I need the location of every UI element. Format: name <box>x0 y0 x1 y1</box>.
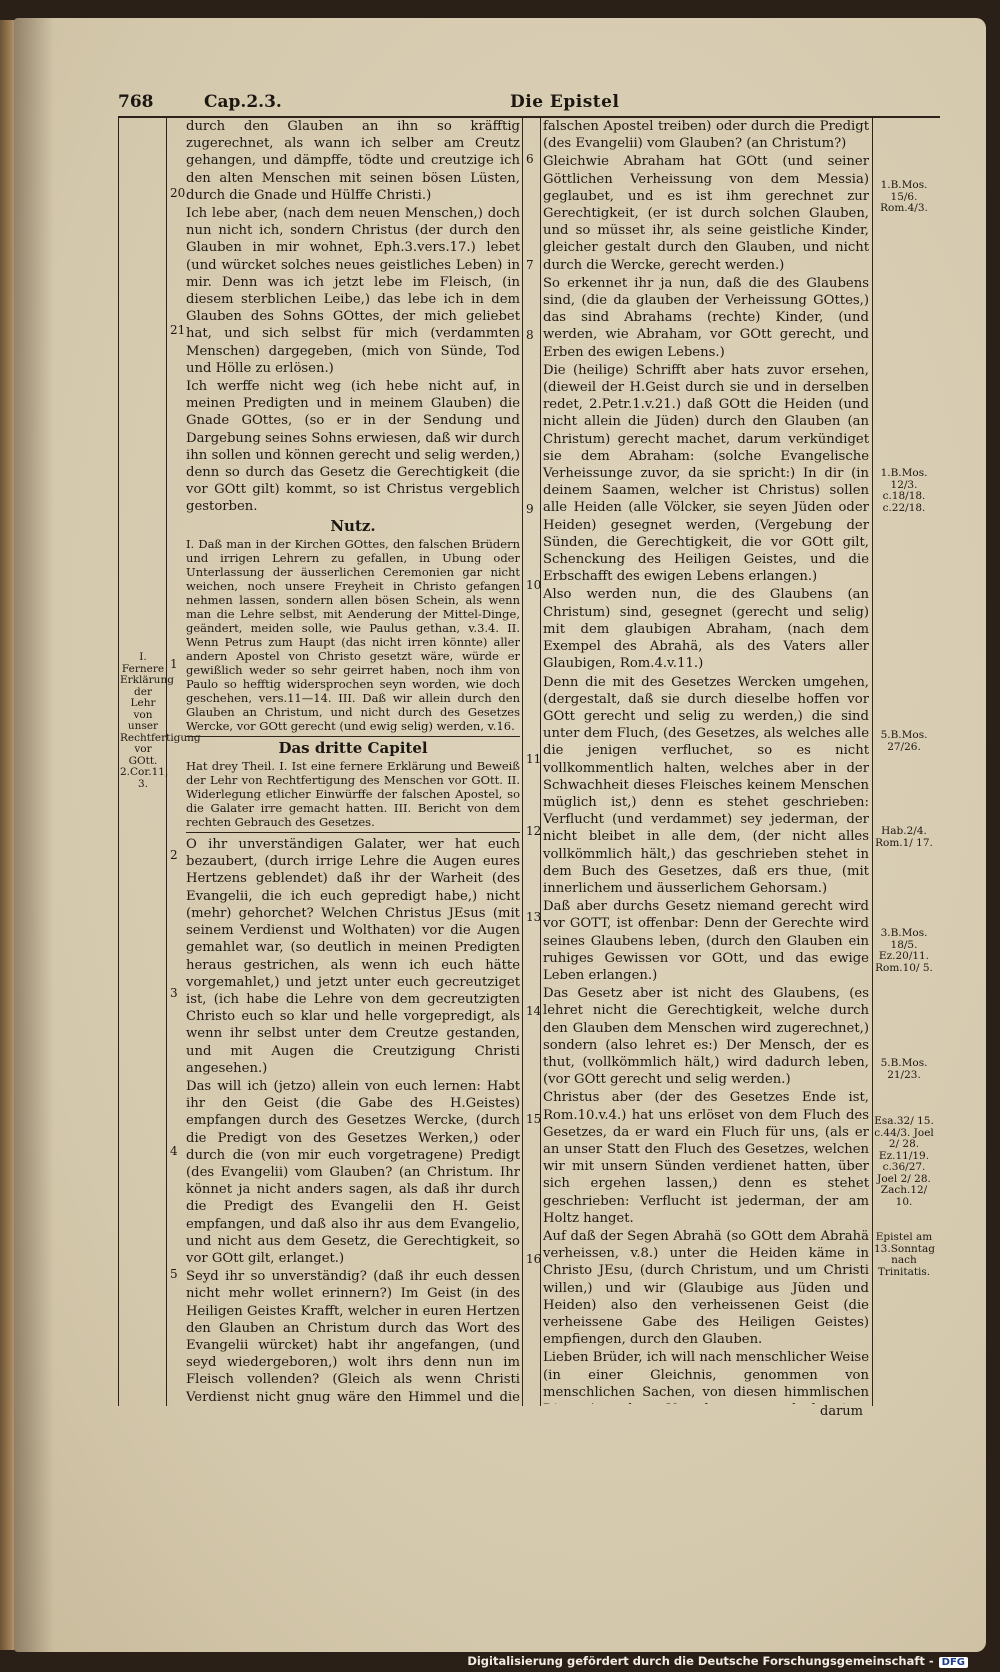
paragraph: Also werden nun, die des Glaubens (an Christum) sind, gesegnet (gerecht und selig) mit dem glaubigen Abraham, (nach dem Exempel des Abrahä, als des Vaters aller Glaubigen, Rom.4.v.11.) <box>543 587 869 672</box>
verse-number: 7 <box>526 258 534 272</box>
chapter-heading: Das dritte Capitel <box>278 738 428 757</box>
right-margin-note: Esa.32/ 15. c.44/3. Joel 2/ 28. Ez.11/19. c.36/27. Joel 2/ 28. Zach.12/ 10. <box>874 1115 934 1208</box>
paragraph: Das will ich (jetzo) allein von euch lernen: Habt ihr den Geist (die Gabe des H.Geistes) empfangen durch des Gesetzes Wercke, (durch die Predigt von des Gesetzes Werken,) oder durch die (von mir euch vorgetragene) Predigt (des Evangelii) vom Glauben? (an Christum. Ihr könnet ja nicht anders sagen, als daß ihr durch die Predigt des Evangelii den H. Geist empfangen, und daß also ihr aus dem Evangelio, und nicht aus dem Gesetz, die Gerechtigkeit, so vor GOtt gilt, erlanget.) <box>186 1078 520 1266</box>
paragraph: Christus aber (der des Gesetzes Ende ist, Rom.10.v.4.) hat uns erlöset von dem Fluch des Gesetzes, da er ward ein Fluch für uns, (als er an unser Statt den Fluch des Gesetzes, welchen wir mit unsern Sünden verdienet hatten, über sich ergehen lassen,) denn es stehet geschrieben: Verflucht ist jederman, der am Holtz hanget. <box>543 1090 869 1226</box>
center-rule-left <box>522 116 523 1406</box>
nutz-text: I. Daß man in der Kirchen GOttes, den falschen Brüdern und irrigen Lehrern zu gefallen, in Ubung oder Unterlassung der äusserlichen Ceremonien gar nicht weichen, noch unsere Freyheit in Christo gefangen nehmen lassen, sondern allen bösen Schein, als wenn man die Lehre selbst, mit Aenderung der Mittel-Dinge, geändert, meiden solle, wie Paulus gethan, v.3.4. II. Wenn Petrus zum Haupt (das nicht irren könnte) aller andern Apostel von Christo gesetzt wäre, würde er gewißlich weder so sehr geirret haben, noch ihm von Paulo so hefftig widersprochen seyn worden, wie doch geschehen, vers.11—14. III. Daß wir allein durch den Glauben an Christum, und nicht durch des Gesetzes Wercke, vor GOtt gerecht (und ewig selig) werden, v.16. <box>186 536 520 733</box>
nutz-heading: Nutz. <box>330 516 376 535</box>
chapter-summary: Hat drey Theil. I. Ist eine fernere Erklärung und Beweiß der Lehr von Rechtfertigung des Menschen vor GOtt. II. Widerlegung etlicher Einwürffe der falschen Apostel, so die Galater irre gemacht hatten. III. Bericht von dem rechten Gebrauch des Gesetzes. <box>186 759 520 830</box>
verse-number: 6 <box>526 152 534 166</box>
paragraph: Denn die mit des Gesetzes Wercken umgehen, (dergestalt, daß sie durch dieselbe hoffen vor GOtt gerecht und selig zu werden,) die sind unter dem Fluch, (des Gesetzes, als welches alle die jenigen verfluchet, so es nicht vollkommentlich halten, welches aber in der Schwachheit dieses Fleisches keinem Menschen müglich ist,) denn es stehet geschrieben: Verflucht (und verdammet) sey jederman, der nicht bleibet in alle dem, (der nicht alles vollkömmlich hält,) das geschrieben stehet in dem Buch des Gesetzes, daß ers thue, (mit innerlichem und äusserlichem Gehorsam.) <box>543 674 869 896</box>
left-margin-rule <box>118 116 119 1406</box>
gutter-shadow <box>14 18 54 1652</box>
right-margin-note: 1.B.Mos. 12/3. c.18/18. c.22/18. <box>880 467 928 514</box>
right-text-column <box>543 118 869 1404</box>
paragraph: falschen Apostel treiben) oder durch die Predigt (des Evangelii) vom Glauben? (an Christum?) <box>543 119 869 152</box>
right-margin-note: 3.B.Mos. 18/5. Ez.20/11. Rom.10/ 5. <box>875 927 933 974</box>
verse-number: 20 <box>170 186 186 200</box>
digitization-credit <box>467 1654 968 1668</box>
verse-number: 12 <box>526 824 542 838</box>
verse-number: 9 <box>526 502 534 516</box>
right-margin-note: Hab.2/4. Rom.1/ 17. <box>875 825 933 849</box>
right-margin-note: Epistel am 13.Sonntag nach Trinitatis. <box>874 1231 935 1278</box>
paragraph: So erkennet ihr ja nun, daß die des Glaubens sind, (die da glauben der Verheissung GOttes,) das sind Abrahams (rechte) Kinder, (und werden, wie Abraham, vor GOtt gerecht, und Erben des ewigen Lebens.) <box>543 275 869 360</box>
paragraph: Gleichwie Abraham hat GOtt (und seiner Göttlichen Verheissung von dem Messia) geglaubet, und es ist ihm gerechnet zur Gerechtigkeit, (er ist durch solchen Glauben, und so müsset ihr, als seine geistliche Kinder, gleicher gestalt durch den Glauben, und nicht durch die Wercke, gerecht werden.) <box>543 154 869 273</box>
page-number: 768 <box>118 92 154 112</box>
chapter-divider <box>186 736 520 737</box>
catchword: darum <box>820 1404 863 1419</box>
verse-number: 13 <box>526 910 542 924</box>
paragraph: Seyd ihr so unverständig? (daß ihr euch dessen nicht mehr wollet erinnern?) Im Geist (in des Heiligen Geistes Krafft, welcher in euren Hertzen den Glauben an Christum durch das Wort des Evangelii würcket) habt ihr angefangen, (und seyd wiedergeboren,) wolt ihrs denn nun im Fleisch vollenden? (Gleich als wenn Christi Verdienst nicht gnug wäre den Himmel und die <box>186 1269 520 1404</box>
left-verse-rule <box>166 116 167 1406</box>
verse-number: 1 <box>170 657 178 671</box>
paragraph: Lieben Brüder, ich will nach menschlicher Weise (in einer Gleichnis, genommen von menschlichen Sachen, von diesen himmlischen <box>543 1350 869 1400</box>
verse-number: 16 <box>526 1252 542 1266</box>
right-margin-note: 1.B.Mos. 15/6. Rom.4/3. <box>880 179 928 214</box>
paragraph: Auf daß der Segen Abrahä (so GOtt dem Abrahä verheissen, v.8.) unter die Heiden käme in Christo JEsu, (durch Christum, und um Christi willen,) und wir (Glaubige aus Jüden und Heiden) also den verheissenen Geist (die verheissene Gabe des Heiligen Geistes) empfiengen, durch den Glauben. <box>543 1229 869 1348</box>
verse-number: 14 <box>526 1004 542 1018</box>
verse-number: 15 <box>526 1112 542 1126</box>
right-margin-rule <box>872 116 873 1406</box>
verse-number: 3 <box>170 986 178 1000</box>
verse-number: 21 <box>170 323 186 337</box>
summary-divider <box>186 832 520 833</box>
paragraph: Das Gesetz aber ist nicht des Glaubens, (es lehret nicht die Gerechtigkeit, welche durch den Glauben dem Menschen wird zugerechnet,) sondern (also lehret es:) Der Mensch, der es thut, (vollkömmlich hält,) wird dadurch leben, (vor GOtt gerecht und selig werden.) <box>543 986 869 1088</box>
paragraph: O ihr unverständigen Galater, wer hat euch bezaubert, (durch irrige Lehre die Augen eures Hertzens geblendet) daß ihr der Warheit (des Evangelii, die ich euch gepredigt habe,) nicht (mehr) gehorchet? Welchen Christus JEsus (mit seinem Verdienst und Wolthaten) vor die Augen gemahlet war, (so deutlich in meinen Predigten heraus gestrichen, als wenn ich euch hätte vorgemahlet,) und jetzt unter euch gecreutziget ist, (ich habe die Lehre von dem gecreutzigten Christo euch so klar und helle vorgepredigt, als wenn ihr selbst unter dem Creutze gestanden, und mit Augen die Creutzigung Christi angesehen.) <box>186 837 520 1076</box>
left-text-column <box>186 118 520 1404</box>
verse-number: 4 <box>170 1144 178 1158</box>
right-margin-note: 5.B.Mos. 21/23. <box>880 1057 928 1081</box>
paragraph: durch den Glauben an ihn so kräfftig zugerechnet, als wann ich selber am Creutz gehangen, und dämpffe, tödte und creutzige ich den alten Menschen mit seinen bösen Lüsten, durch die Gnade und Hülffe Christi.) <box>186 119 520 203</box>
verse-number: 11 <box>526 752 542 766</box>
dfg-logo: DFG <box>939 1657 968 1668</box>
chapter-reference: Cap.2.3. <box>204 92 282 112</box>
verse-number: 8 <box>526 328 534 342</box>
paragraph: Daß aber durchs Gesetz niemand gerecht wird vor GOTT, ist offenbar: Denn der Gerechte wird seines Glaubens leben, (durch den Glauben ein ruhiges Gewissen vor GOtt, und das ewige Leben erlangen.) <box>543 899 869 983</box>
verse-number: 2 <box>170 848 178 862</box>
paragraph: Ich lebe aber, (nach dem neuen Menschen,) doch nun nicht ich, sondern Christus (der durch den Glauben in mir wohnet, Eph.3.vers.17.) lebet (und würcket solches neues geistliches Leben) in mir. Denn was ich jetzt lebe im Fleisch, (in diesem sterblichen Leibe,) das lebe ich in dem Glauben des Sohns GOttes, der mich geliebet hat, und sich selbst für mich (verdammten Menschen) dargegeben, (mich von Sünde, Tod und Hölle zu erlösen.) <box>186 206 520 376</box>
verse-number: 10 <box>526 578 542 592</box>
verse-number: 5 <box>170 1267 178 1281</box>
paragraph: Ich werffe nicht weg (ich hebe nicht auf, in meinen Predigten und in meinem Glauben) die Gnade GOttes, (so er in der Sendung und Dargebung seines Sohns erwiesen, daß wir durch ihn sollen und können gerecht und selig werden,) denn so durch das Gesetz die Gerechtigkeit (die vor GOtt gilt) kommt, so ist Christus vergeblich gestorben. <box>186 379 520 515</box>
paragraph: Die (heilige) Schrifft aber hats zuvor ersehen, (dieweil der H.Geist durch sie und in derselben redet, 2.Petr.1.v.21.) daß GOtt die Heiden (und nicht allein die Jüden) durch den Glauben (an Christum) gerecht machet, darum verkündiget sie dem Abraham: (solche Evangelische Verheissunge zuvor, da sie spricht:) In dir (in deinem Saamen, welcher ist Christus) sollen alle Heiden (alle Völcker, sie seyen Jüden oder Heiden) gesegnet werden, (Vergebung der Sünden, die Gerechtigkeit, die vor GOtt gilt, Schenckung des Heiligen Geistes, und die Erbschafft des ewigen Lebens erlangen.) <box>543 362 869 585</box>
left-margin-note: I. Fernere Erklärung der Lehr von unser Rechtfertigung vor GOtt. 2.Cor.11, 3. <box>120 651 201 790</box>
right-margin-note: 5.B.Mos. 27/26. <box>880 729 928 753</box>
running-header <box>118 92 938 116</box>
book-title: Die Epistel <box>510 92 620 112</box>
credit-text: Digitalisierung gefördert durch die Deutsche Forschungsgemeinschaft - <box>467 1654 934 1668</box>
